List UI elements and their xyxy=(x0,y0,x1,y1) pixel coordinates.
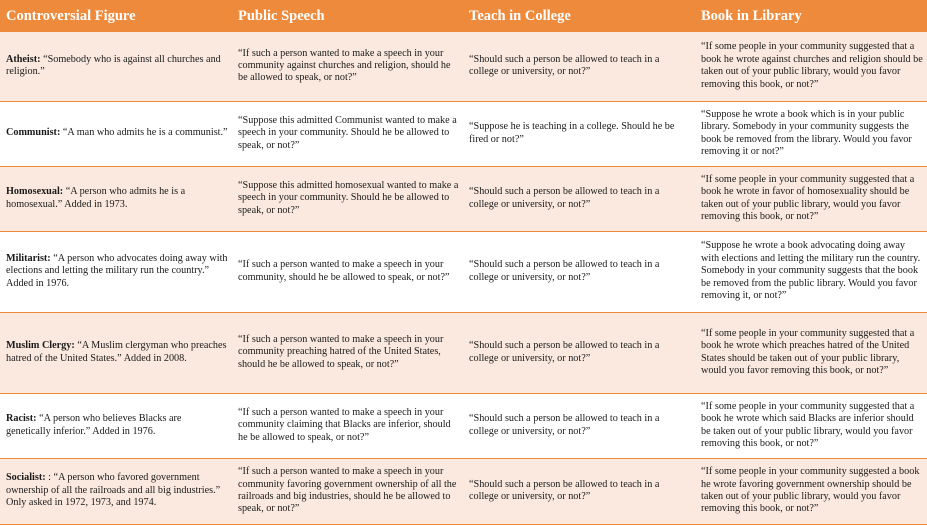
public-speech-cell: “If such a person wanted to make a speech in your community claiming that Blacks are inferior, should he be allowed to speak, or not?” xyxy=(232,393,463,458)
figure-label: Militarist: xyxy=(6,252,51,264)
figure-description: : “A person who favored government ownership of all the railroads and all big industries.” Only asked in 1972, 1973, and 1974. xyxy=(6,472,221,509)
public-speech-cell: “If such a person wanted to make a speech in your community, should he be allowed to speak, or not?” xyxy=(232,231,463,312)
figure-description: “A person who admits he is a homosexual.” Added in 1973. xyxy=(6,186,186,210)
book-cell: “If some people in your community suggested a book he wrote favoring government ownership should be taken out of your public library, would you favor removing this book, or not?” xyxy=(695,458,927,524)
figure-label: Communist: xyxy=(6,127,61,139)
book-cell: “If some people in your community suggested that a book he wrote in favor of homosexuality should be taken out of your public library, would you favor removing this book, or not?” xyxy=(695,166,927,231)
figure-description: “A person who advocates doing away with elections and letting the military run the country.” Added in 1976. xyxy=(6,252,228,289)
public-speech-cell: “If such a person wanted to make a speech in your community favoring government ownership of all the railroads and big industries, should he be allowed to speak, or not?” xyxy=(232,458,463,524)
teach-cell: “Should such a person be allowed to teach in a college or university, or not?” xyxy=(463,231,695,312)
book-cell: “Suppose he wrote a book which is in your public library. Somebody in your community suggests the book be removed from the library. Would you favor removing it or not?” xyxy=(695,101,927,166)
figure-description: “A person who believes Blacks are genetically inferior.” Added in 1976. xyxy=(6,413,182,437)
book-cell: “Suppose he wrote a book advocating doing away with elections and letting the military run the country. Somebody in your community suggests that the book be removed from the public library. Would you favor removing it, or not?” xyxy=(695,231,927,312)
teach-cell: “Should such a person be allowed to teach in a college or university, or not?” xyxy=(463,458,695,524)
figure-cell xyxy=(0,312,232,393)
figure-label: Atheist: xyxy=(6,53,41,65)
figure-cell xyxy=(0,101,232,166)
table-row xyxy=(0,101,927,166)
figure-label: Socialist: xyxy=(6,472,46,484)
teach-cell: “Should such a person be allowed to teach in a college or university, or not?” xyxy=(463,166,695,231)
public-speech-cell: “Suppose this admitted homosexual wanted to make a speech in your community. Should he be allowed to speak, or not?” xyxy=(232,166,463,231)
teach-cell: “Suppose he is teaching in a college. Should he be fired or not?” xyxy=(463,101,695,166)
table-row xyxy=(0,458,927,524)
table-row xyxy=(0,166,927,231)
teach-cell: “Should such a person be allowed to teach in a college or university, or not?” xyxy=(463,393,695,458)
table-row xyxy=(0,393,927,458)
table-row xyxy=(0,231,927,312)
header-controversial-figure: Controversial Figure xyxy=(6,7,136,24)
figure-description: “Somebody who is against all churches and religion.” xyxy=(6,53,221,78)
book-cell: “If some people in your community suggested that a book he wrote which said Blacks are inferior should be taken out of your public library, would you favor removing this book, or not?” xyxy=(695,393,927,458)
header-row xyxy=(0,0,927,32)
teach-cell: “Should such a person be allowed to teach in a college or university, or not?” xyxy=(463,312,695,393)
table-row xyxy=(0,32,927,101)
figure-cell xyxy=(0,231,232,312)
public-speech-cell: “If such a person wanted to make a speech in your community against churches and religion, should he be allowed to speak, or not?” xyxy=(232,32,463,101)
figure-cell xyxy=(0,32,232,101)
figure-label: Racist: xyxy=(6,413,37,425)
teach-cell: “Should such a person be allowed to teach in a college or university, or not?” xyxy=(463,32,695,101)
figure-description: “A Muslim clergyman who preaches hatred of the United States.” Added in 2008. xyxy=(6,340,227,364)
figure-cell xyxy=(0,458,232,524)
figure-description: “A man who admits he is a communist.” xyxy=(60,127,228,139)
header-public-speech: Public Speech xyxy=(238,7,325,24)
book-cell: “If some people in your community suggested that a book he wrote which preaches hatred of the United States should be taken out of your public library, would you favor removing this book, or not?” xyxy=(695,312,927,393)
figure-label: Muslim Clergy: xyxy=(6,340,75,352)
header-teach-in-college: Teach in College xyxy=(469,7,571,24)
table-row xyxy=(0,312,927,393)
public-speech-cell: “If such a person wanted to make a speech in your community preaching hatred of the United States, should he be allowed to speak, or not?” xyxy=(232,312,463,393)
header-book-in-library: Book in Library xyxy=(701,7,802,24)
figure-cell xyxy=(0,393,232,458)
book-cell: “If some people in your community suggested that a book he wrote against churches and religion should be taken out of your public library, would you favor removing this book, or not?” xyxy=(695,32,927,101)
public-speech-cell: “Suppose this admitted Communist wanted to make a speech in your community. Should he be allowed to speak, or not?” xyxy=(232,101,463,166)
figure-cell xyxy=(0,166,232,231)
figure-label: Homosexual: xyxy=(6,186,64,198)
